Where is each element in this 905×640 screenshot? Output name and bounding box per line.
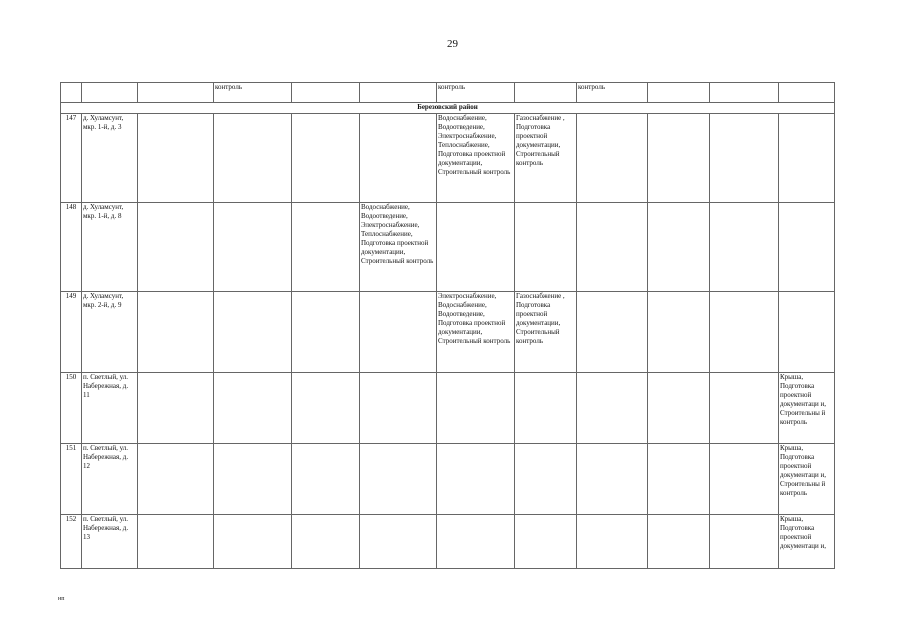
works-cell: Водоснабжение, Водоотведение, Электроснабжение, Теплоснабжение, Подготовка проектной документации, Строительный контроль xyxy=(360,203,437,292)
table-cell xyxy=(710,203,779,292)
section-title: Березовский район xyxy=(61,103,835,114)
address-cell: д. Хуламсунт, мкр. 1-й, д. 8 xyxy=(82,203,138,292)
table-cell xyxy=(779,83,835,103)
table-cell xyxy=(648,114,710,203)
works-cell xyxy=(515,203,577,292)
address-cell: д. Хуламсунт, мкр. 2-й, д. 9 xyxy=(82,292,138,373)
row-number: 149 xyxy=(61,292,82,373)
table-cell xyxy=(360,83,437,103)
table-cell xyxy=(577,114,648,203)
table-cell xyxy=(577,373,648,444)
works-cell: Крыша, Подготовка проектной документаци и, xyxy=(779,515,835,569)
works-table xyxy=(60,82,835,569)
address-cell: д. Хуламсунт, мкр. 1-й, д. 3 xyxy=(82,114,138,203)
table-cell xyxy=(648,444,710,515)
table-cell xyxy=(214,114,292,203)
section-row xyxy=(61,103,835,114)
table-cell xyxy=(710,373,779,444)
works-cell xyxy=(779,114,835,203)
table-row xyxy=(61,373,835,444)
works-cell: Крыша, Подготовка проектной документаци и, Строительны й контроль xyxy=(779,444,835,515)
address-cell: п. Светлый, ул. Набережная, д. 12 xyxy=(82,444,138,515)
page-number: 29 xyxy=(447,38,458,50)
table-cell xyxy=(292,515,360,569)
works-cell xyxy=(437,373,515,444)
works-cell: Водоснабжение, Водоотведение, Электроснабжение, Теплоснабжение, Подготовка проектной документации, Строительный контроль xyxy=(437,114,515,203)
table-cell xyxy=(214,373,292,444)
address-cell: п. Светлый, ул. Набережная, д. 13 xyxy=(82,515,138,569)
table-cell xyxy=(577,515,648,569)
table-cell xyxy=(648,373,710,444)
row-number: 150 xyxy=(61,373,82,444)
row-number: 147 xyxy=(61,114,82,203)
table-cell xyxy=(138,203,214,292)
table-cell xyxy=(710,114,779,203)
table-row xyxy=(61,114,835,203)
table-cell xyxy=(138,444,214,515)
table-cell xyxy=(214,203,292,292)
table-cell xyxy=(138,373,214,444)
works-cell xyxy=(360,515,437,569)
works-cell xyxy=(360,292,437,373)
table-cell xyxy=(648,203,710,292)
works-cell xyxy=(360,114,437,203)
table-row xyxy=(61,83,835,103)
table-row xyxy=(61,515,835,569)
row-number: 151 xyxy=(61,444,82,515)
works-cell xyxy=(437,444,515,515)
works-cell xyxy=(437,203,515,292)
table-row xyxy=(61,203,835,292)
table-cell xyxy=(292,444,360,515)
works-cell xyxy=(779,292,835,373)
works-cell xyxy=(515,515,577,569)
table-cell xyxy=(292,114,360,203)
works-cell xyxy=(515,444,577,515)
address-cell: п. Светлый, ул. Набережная, д. 11 xyxy=(82,373,138,444)
works-cell: Крыша, Подготовка проектной документаци и, Строительны й контроль xyxy=(779,373,835,444)
table-cell xyxy=(138,114,214,203)
works-cell: Газоснабжение , Подготовка проектной документации, Строительный контроль xyxy=(515,292,577,373)
table-cell xyxy=(292,83,360,103)
works-cell xyxy=(779,203,835,292)
table-cell xyxy=(292,203,360,292)
works-cell xyxy=(515,373,577,444)
table-cell xyxy=(138,515,214,569)
table-cell xyxy=(710,444,779,515)
table-cell xyxy=(214,444,292,515)
table-cell xyxy=(82,83,138,103)
table-cell xyxy=(648,83,710,103)
table-cell xyxy=(515,83,577,103)
table-cell xyxy=(577,292,648,373)
works-cell: Электроснабжение, Водоснабжение, Водоотведение, Подготовка проектной документации, Строительный контроль xyxy=(437,292,515,373)
table-row xyxy=(61,292,835,373)
table-cell xyxy=(214,515,292,569)
table-cell: контроль xyxy=(577,83,648,103)
table-cell xyxy=(214,292,292,373)
row-number: 148 xyxy=(61,203,82,292)
table-cell xyxy=(648,292,710,373)
table-cell xyxy=(577,203,648,292)
table-cell: контроль xyxy=(437,83,515,103)
works-cell xyxy=(360,444,437,515)
table-cell xyxy=(292,373,360,444)
table-cell xyxy=(710,292,779,373)
table-cell xyxy=(138,83,214,103)
table-cell xyxy=(648,515,710,569)
table-cell xyxy=(577,444,648,515)
table-cell xyxy=(710,83,779,103)
table-cell: контроль xyxy=(214,83,292,103)
table-cell xyxy=(710,515,779,569)
works-cell xyxy=(437,515,515,569)
table-cell xyxy=(292,292,360,373)
table-cell xyxy=(61,83,82,103)
table-row xyxy=(61,444,835,515)
footer-mark: нп xyxy=(58,596,65,602)
works-cell: Газоснабжение , Подготовка проектной документации, Строительный контроль xyxy=(515,114,577,203)
row-number: 152 xyxy=(61,515,82,569)
table-cell xyxy=(138,292,214,373)
works-cell xyxy=(360,373,437,444)
